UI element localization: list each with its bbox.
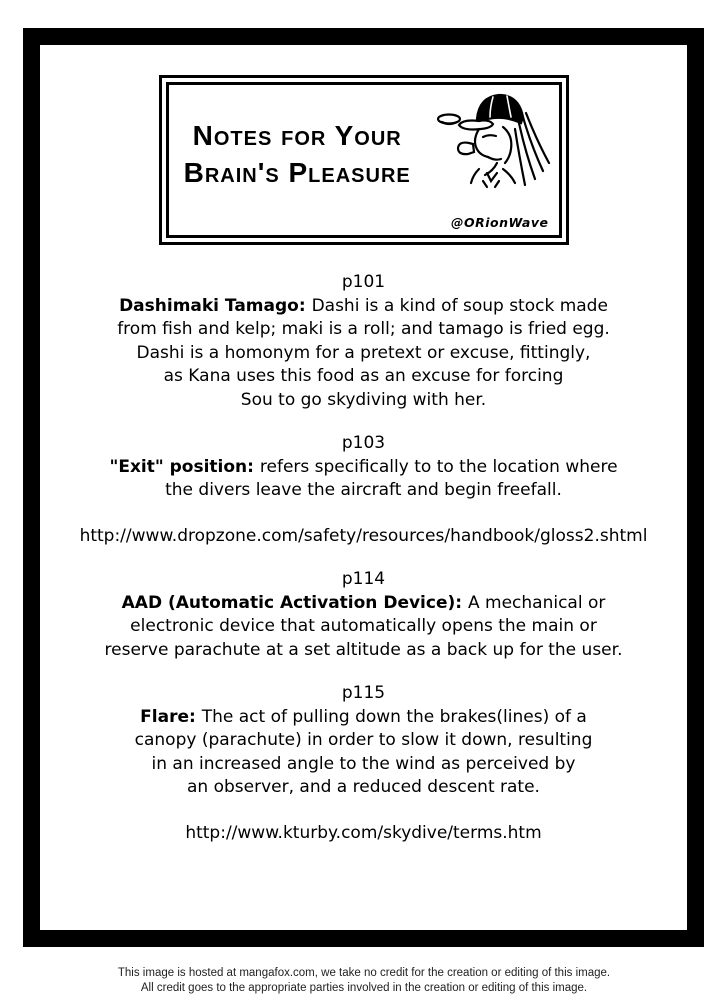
page-ref-label: p115 (341, 683, 386, 703)
girl-with-cap-doodle-icon (433, 89, 555, 201)
note-line: in an increased angle to the wind as perceived by (151, 753, 576, 774)
translator-notes-list (40, 271, 687, 845)
note-line: "Exit" position: refers specifically to to the location where (109, 456, 618, 477)
note-line: the divers leave the aircraft and begin freefall. (165, 480, 562, 500)
glossary-term: AAD (Automatic Activation Device): (121, 592, 468, 613)
note-line: Dashi is a homonym for a pretext or excuse, fittingly, (136, 342, 591, 363)
reference-url: http://www.dropzone.com/safety/resources/handbook/gloss2.shtml (79, 525, 648, 546)
page-title-line1: Notes for Your (192, 120, 402, 151)
note-line: reserve parachute at a set altitude as a back up for the user. (104, 639, 623, 660)
note-section-p101 (40, 271, 687, 412)
note-line: electronic device that automatically opens the main or (130, 616, 597, 636)
glossary-term: Flare: (140, 706, 202, 727)
reference-url: http://www.kturby.com/skydive/terms.htm (185, 822, 542, 843)
note-section-p114 (40, 568, 687, 662)
glossary-term: "Exit" position: (109, 456, 260, 477)
note-line: Flare: The act of pulling down the brakes(lines) of a (140, 706, 587, 727)
page-title (169, 117, 426, 191)
notes-frame (23, 28, 704, 947)
page-ref-label: p114 (341, 569, 386, 589)
page-ref-label: p101 (341, 272, 386, 292)
hosting-disclaimer-line2: All credit goes to the appropriate parties involved in the creation or editing of this image. (140, 982, 588, 994)
title-box (159, 75, 569, 245)
note-section-p103 (40, 432, 687, 503)
note-line: Dashimaki Tamago: Dashi is a kind of soup stock made (119, 295, 608, 316)
title-box-inner (166, 82, 562, 238)
page-ref-label: p103 (341, 433, 386, 453)
note-line: as Kana uses this food as an excuse for forcing (163, 366, 564, 386)
note-line: from fish and kelp; maki is a roll; and tamago is fried egg. (117, 319, 610, 339)
note-line: canopy (parachute) in order to slow it down, resulting (134, 730, 593, 750)
artist-signature: @ORionWave (450, 215, 549, 230)
note-line: AAD (Automatic Activation Device): A mechanical or (121, 592, 606, 613)
glossary-term: Dashimaki Tamago: (119, 295, 312, 316)
note-line: an observer, and a reduced descent rate. (187, 777, 540, 797)
note-line: Sou to go skydiving with her. (240, 389, 487, 410)
note-section-p115 (40, 682, 687, 800)
page-title-line2: Brain's Pleasure (183, 157, 411, 188)
hosting-disclaimer (0, 966, 728, 996)
hosting-disclaimer-line1: This image is hosted at mangafox.com, we take no credit for the creation or editing of this image. (117, 967, 611, 979)
